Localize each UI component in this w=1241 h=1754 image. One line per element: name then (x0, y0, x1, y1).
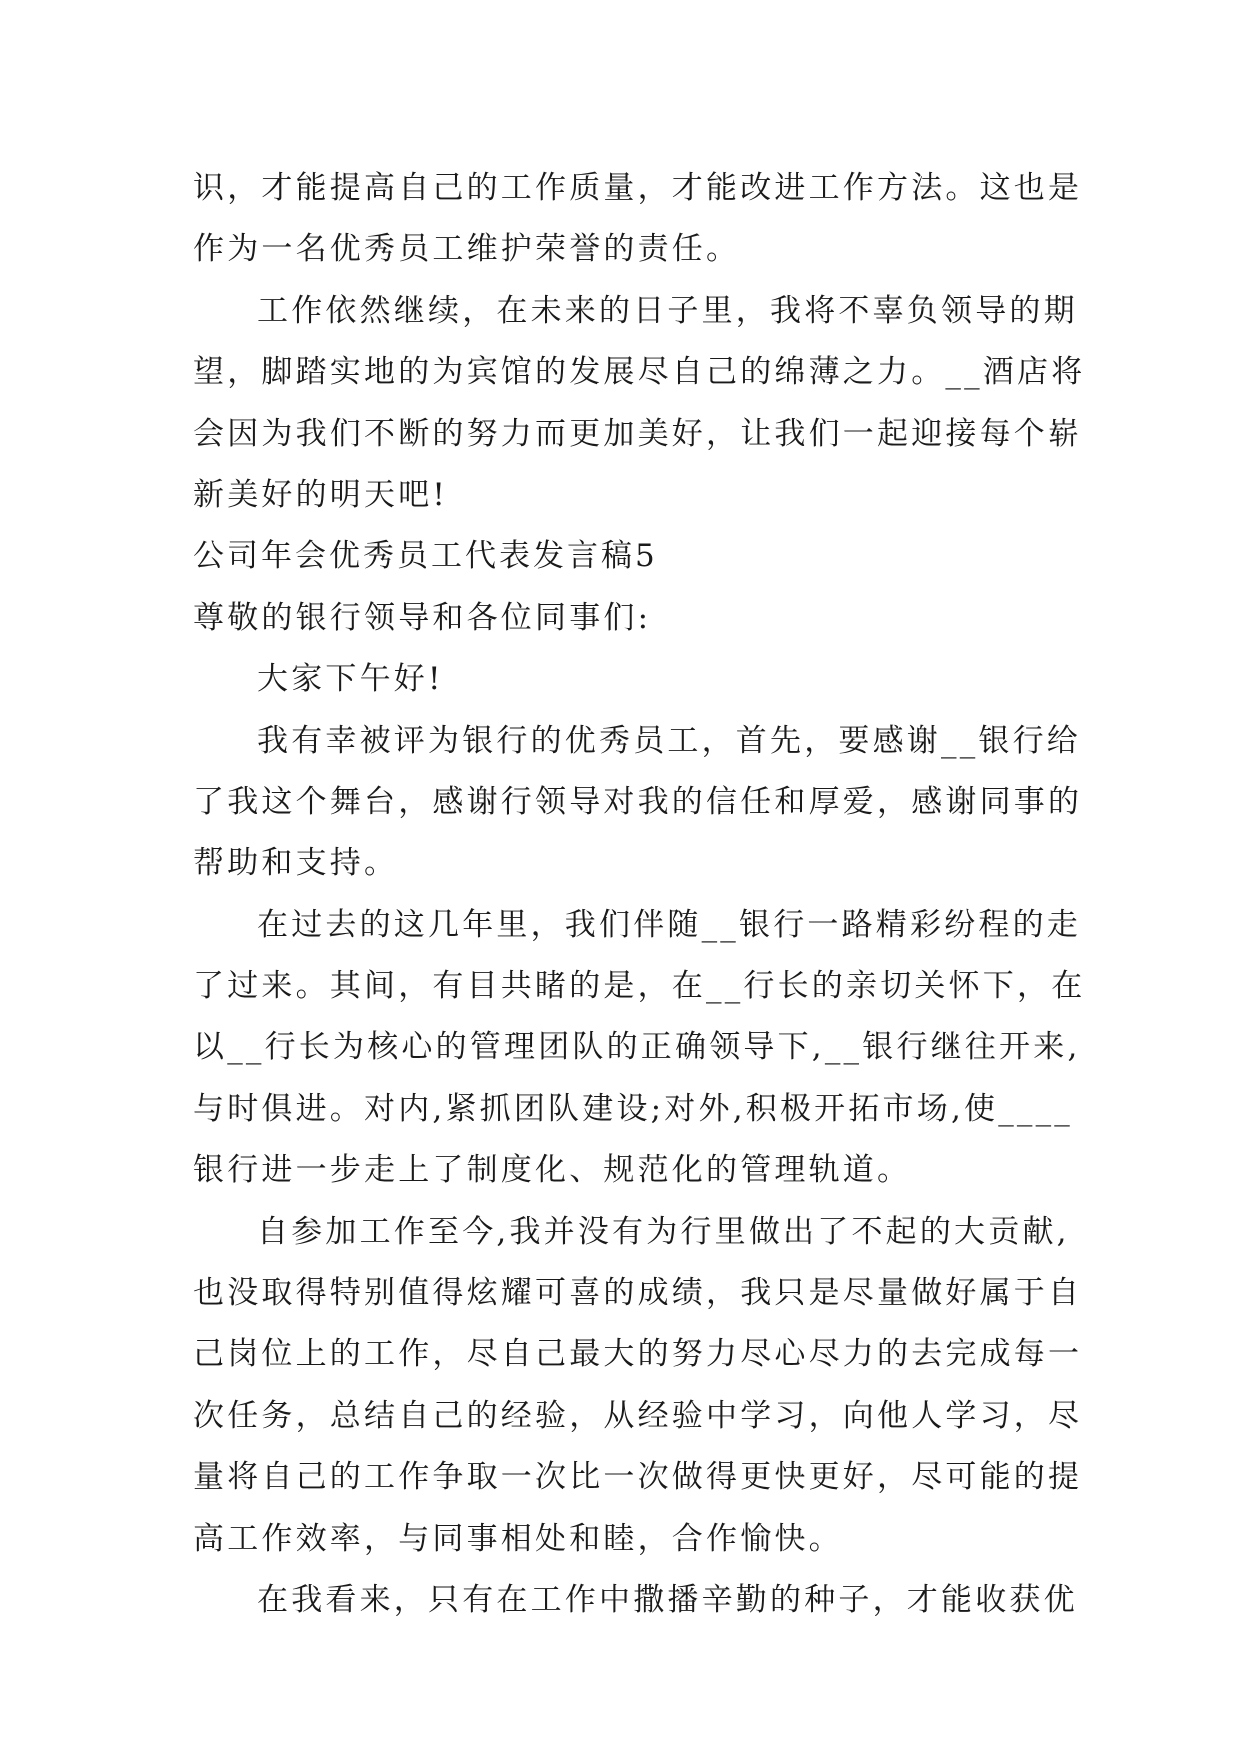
text-line: 在我看来，只有在工作中撒播辛勤的种子，才能收获优 (257, 1581, 1078, 1618)
text-line: 识，才能提高自己的工作质量，才能改进工作方法。这也是 (193, 170, 1083, 206)
text-line: 以__行长为核心的管理团队的正确领导下,__银行继往开来, (193, 1029, 1081, 1066)
text-line: 银行进一步走上了制度化、规范化的管理轨道。 (193, 1152, 912, 1189)
salutation: 尊敬的银行领导和各位同事们: (193, 599, 652, 636)
text-line: 与时俱进。对内,紧抓团队建设;对外,积极开拓市场,使____ (193, 1090, 1074, 1127)
text-line: 在过去的这几年里，我们伴随__银行一路精彩纷程的走 (257, 906, 1081, 943)
section-heading: 公司年会优秀员工代表发言稿5 (193, 538, 658, 575)
text-line: 了我这个舞台，感谢行领导对我的信任和厚爱，感谢同事的 (193, 783, 1083, 820)
document-body (193, 158, 1086, 1631)
text-line: 量将自己的工作争取一次比一次做得更快更好，尽可能的提 (193, 1459, 1083, 1496)
text-line: 工作依然继续，在未来的日子里，我将不辜负领导的期 (257, 292, 1078, 329)
text-line: 高工作效率，与同事相处和睦，合作愉快。 (193, 1520, 843, 1557)
text-line: 己岗位上的工作，尽自己最大的努力尽心尽力的去完成每一 (193, 1336, 1083, 1373)
text-line: 望，脚踏实地的为宾馆的发展尽自己的绵薄之力。__酒店将 (193, 354, 1086, 391)
text-line: 新美好的明天吧! (193, 476, 449, 513)
greeting: 大家下午好! (257, 661, 444, 698)
text-line: 帮助和支持。 (193, 845, 399, 882)
text-line: 次任务，总结自己的经验，从经验中学习，向他人学习，尽 (193, 1397, 1083, 1434)
text-line: 也没取得特别值得炫耀可喜的成绩，我只是尽量做好属于自 (193, 1275, 1083, 1312)
text-line: 会因为我们不断的努力而更加美好，让我们一起迎接每个崭 (193, 415, 1083, 452)
text-line: 自参加工作至今,我并没有为行里做出了不起的大贡献, (257, 1213, 1070, 1250)
text-line: 我有幸被评为银行的优秀员工，首先，要感谢__银行给 (257, 722, 1081, 759)
text-line: 作为一名优秀员工维护荣誉的责任。 (193, 231, 741, 268)
text-line: 了过来。其间，有目共睹的是，在__行长的亲切关怀下，在 (193, 968, 1086, 1005)
